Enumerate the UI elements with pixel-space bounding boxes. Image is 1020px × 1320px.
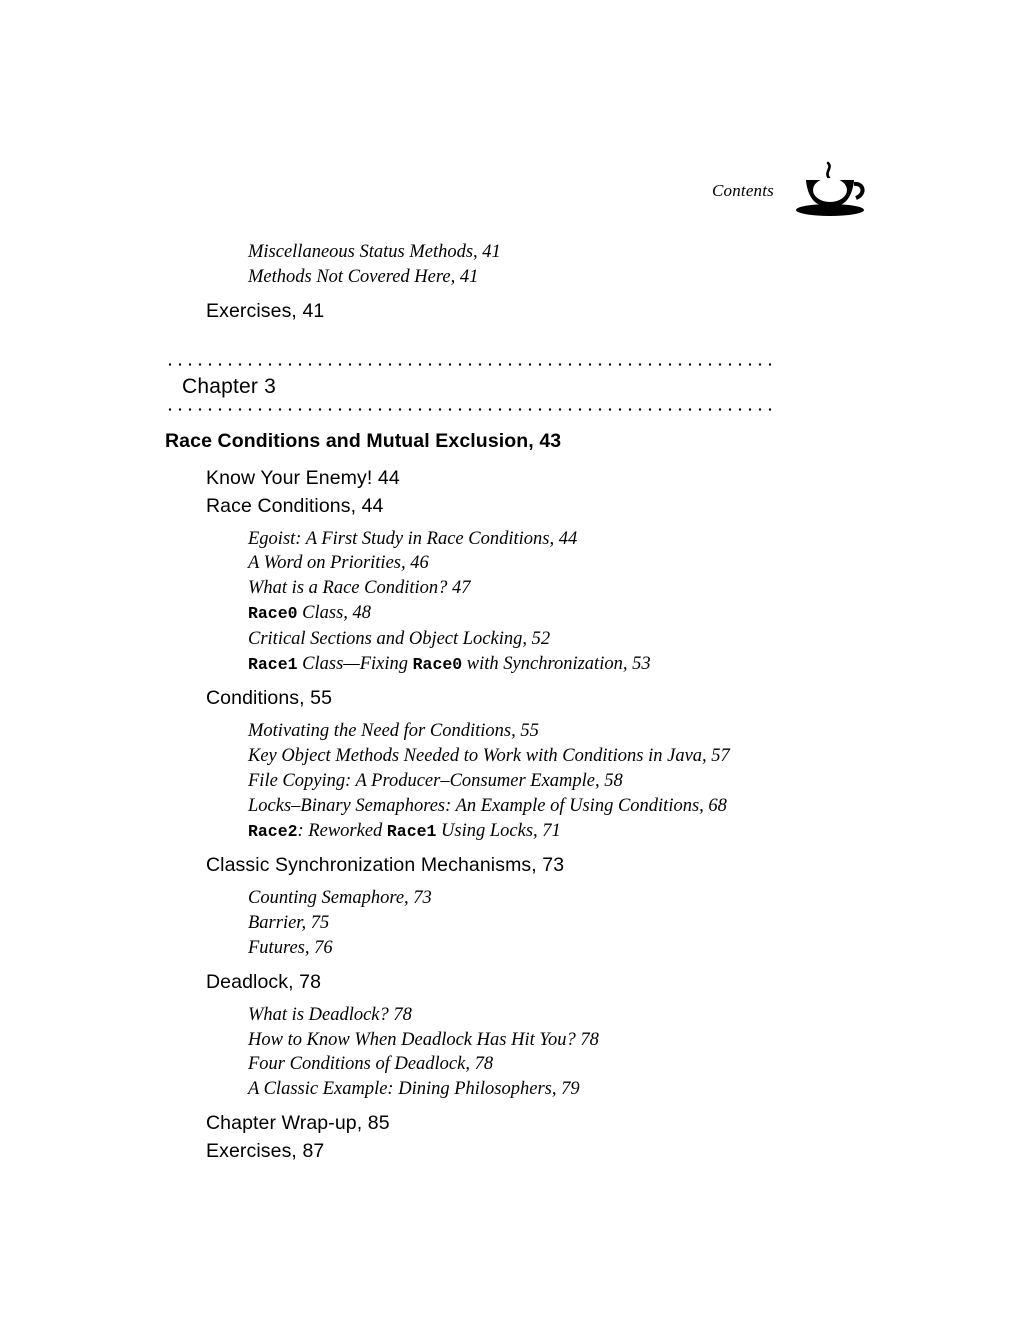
chapter-heading-block — [165, 363, 773, 453]
toc-entry[interactable]: Counting Semaphore, 73 — [248, 888, 432, 909]
dotted-rule-bottom — [165, 408, 773, 411]
entry-text: : Reworked — [297, 820, 387, 841]
spacer — [165, 520, 865, 527]
running-head: Contents — [711, 181, 774, 200]
spacer — [165, 844, 865, 851]
folio-page-number: vii — [826, 183, 842, 200]
toc-entry[interactable]: A Classic Example: Dining Philosophers, 79 — [248, 1079, 580, 1100]
toc-entry[interactable]: A Word on Priorities, 46 — [248, 553, 429, 574]
spacer — [165, 677, 865, 684]
entry-text: Using Locks, 71 — [436, 820, 561, 841]
entry-text: Class—Fixing — [297, 653, 413, 674]
toc-entry[interactable]: File Copying: A Producer–Consumer Example, 58 — [248, 770, 623, 791]
spacer — [165, 1102, 865, 1109]
toc-entry[interactable] — [248, 652, 865, 678]
toc-entry[interactable] — [248, 819, 865, 845]
toc-entry[interactable]: Barrier, 75 — [248, 913, 330, 934]
toc-entry[interactable]: Conditions, 55 — [206, 687, 333, 710]
spacer — [165, 453, 865, 464]
toc-entry[interactable]: Four Conditions of Deadlock, 78 — [248, 1054, 494, 1075]
entry-text: with Synchronization, 53 — [462, 653, 651, 674]
code-token: Race1 — [248, 654, 298, 674]
toc-entry[interactable]: Deadlock, 78 — [206, 970, 322, 993]
toc-entry[interactable]: Critical Sections and Object Locking, 52 — [248, 628, 551, 649]
toc-entry[interactable]: Classic Synchronization Mechanisms, 73 — [206, 854, 565, 877]
toc-entry[interactable]: Exercises, 87 — [206, 1139, 325, 1162]
toc-entry[interactable]: Egoist: A First Study in Race Conditions, 44 — [248, 528, 578, 549]
chapter-label: Chapter 3 — [182, 374, 277, 398]
toc-entry[interactable]: Chapter Wrap-up, 85 — [206, 1111, 390, 1134]
code-token: Race1 — [386, 821, 437, 841]
code-token: Race2 — [248, 821, 298, 841]
toc-entry[interactable] — [248, 601, 865, 627]
toc-entry[interactable]: Futures, 76 — [248, 937, 333, 958]
spacer — [165, 879, 865, 886]
entry-text: Class, 48 — [297, 602, 372, 623]
toc-entry[interactable]: Motivating the Need for Conditions, 55 — [248, 721, 539, 742]
chapter-title[interactable]: Race Conditions and Mutual Exclusion, 43 — [165, 429, 562, 452]
toc-entry[interactable]: Methods Not Covered Here, 41 — [248, 266, 479, 287]
toc-entry[interactable]: What is Deadlock? 78 — [248, 1004, 412, 1025]
toc-entry[interactable]: Locks–Binary Semaphores: An Example of Using Conditions, 68 — [248, 795, 727, 816]
code-token: Race0 — [248, 603, 298, 623]
toc-entry[interactable]: Race Conditions, 44 — [206, 494, 384, 517]
toc-entry[interactable]: Miscellaneous Status Methods, 41 — [248, 242, 501, 262]
spacer — [165, 961, 865, 968]
coffee-cup-icon — [792, 160, 870, 222]
code-token: Race0 — [412, 654, 463, 674]
spacer — [165, 290, 865, 297]
toc-entry[interactable]: What is a Race Condition? 47 — [248, 578, 471, 599]
spacer — [165, 996, 865, 1003]
toc-entry[interactable]: How to Know When Deadlock Has Hit You? 78 — [248, 1029, 599, 1050]
toc-entry[interactable]: Know Your Enemy! 44 — [206, 466, 400, 489]
table-of-contents — [165, 240, 865, 1165]
toc-entry[interactable]: Exercises, 41 — [206, 299, 325, 322]
page-header — [712, 160, 870, 222]
spacer — [165, 712, 865, 719]
toc-entry[interactable]: Key Object Methods Needed to Work with Conditions in Java, 57 — [248, 746, 730, 767]
